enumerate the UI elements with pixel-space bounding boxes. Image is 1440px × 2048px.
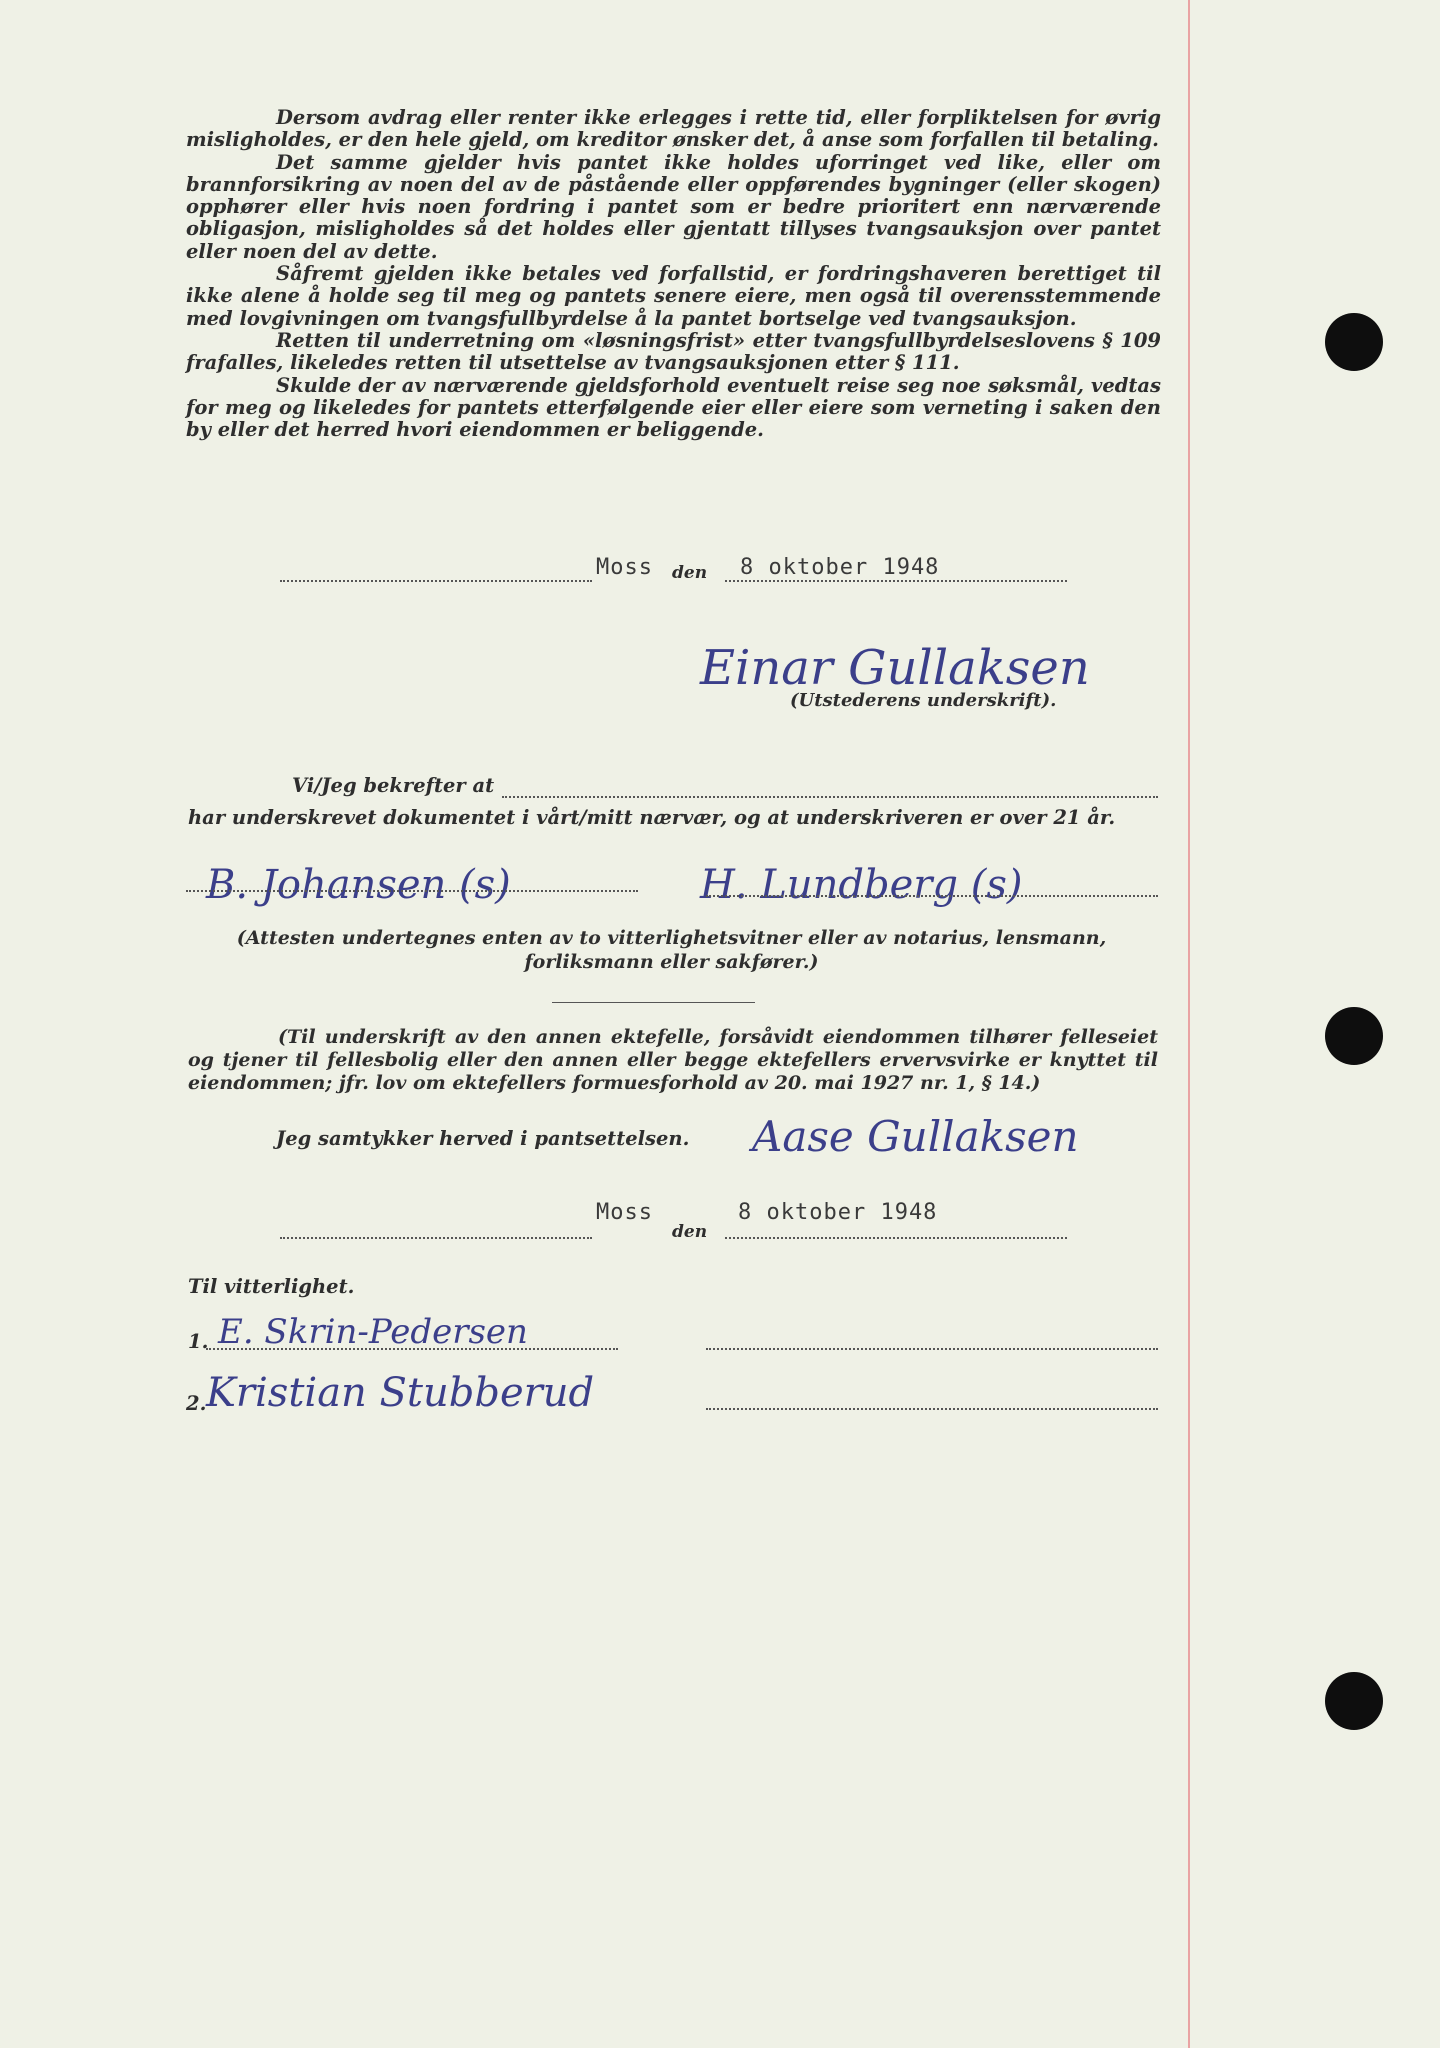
witness2-signature: H. Lundberg (s) xyxy=(700,862,1023,908)
spouse-signature: Aase Gullaksen xyxy=(752,1112,1079,1161)
punch-hole xyxy=(1325,313,1383,371)
separator-rule xyxy=(552,1002,755,1003)
paragraph: Såfremt gjelden ikke betales ved forfallstid, er fordringshaveren berettiget til ikke alene å holde seg til meg og pantets senere eiere, men også til overensstemmende med lovgivningen om tvangsfullbyrdelse å la pantet bortselge ved tvangsauksjon. xyxy=(186,262,1161,330)
attest-line2: har underskrevet dokumentet i vårt/mitt nærvær, og at underskriveren er over 21 år. xyxy=(188,806,1116,829)
paragraph: Dersom avdrag eller renter ikke erlegges i rette tid, eller forpliktelsen for øvrig misligholdes, er den hele gjeld, om kreditor ønsker det, å anse som forfallen til betaling. xyxy=(186,106,1161,152)
witness-heading: Til vitterlighet. xyxy=(188,1275,355,1298)
place-dotline xyxy=(280,580,592,582)
witness-number-2: 2. xyxy=(186,1392,207,1415)
punch-hole xyxy=(1325,1007,1383,1065)
date-dotline xyxy=(725,1237,1067,1239)
witness-signature-1: E. Skrin-Pedersen xyxy=(218,1312,528,1352)
issuer-signature: Einar Gullaksen xyxy=(700,640,1090,696)
den-label: den xyxy=(672,1222,708,1242)
attest-dotline xyxy=(502,796,1158,798)
issue-place: Moss xyxy=(596,555,653,580)
witness-dotline-2 xyxy=(706,1348,1158,1350)
witness-dotline-3 xyxy=(706,1408,1158,1410)
attest-line1: Vi/Jeg bekrefter at xyxy=(292,774,495,797)
paragraph: Skulde der av nærværende gjeldsforhold eventuelt reise seg noe søksmål, vedtas for meg og likeledes for pantets etterfølgende eier eller eiere som verneting i saken den by eller det herred hvori eiendommen er beliggende. xyxy=(186,373,1161,442)
punch-hole xyxy=(1325,1672,1383,1730)
witness1-signature: B. Johansen (s) xyxy=(206,862,511,908)
margin-rule xyxy=(1188,0,1190,2048)
witness-number-1: 1. xyxy=(188,1330,209,1353)
signature-caption: (Utstederens underskrift). xyxy=(790,690,1057,711)
den-label: den xyxy=(672,563,708,583)
consent-text: Jeg samtykker herved i pantsettelsen. xyxy=(276,1127,690,1150)
paragraph: Det samme gjelder hvis pantet ikke holdes uforringet ved like, eller om brannforsikring av noen del av de påstående eller oppførendes bygninger (eller skogen) opphører eller hvis noen fordring i pantet som er bedre prioritert enn nærværende obligasjon, misligholdes så det holdes eller gjentatt tillyses tvangsauksjon over pantet eller noen del av dette. xyxy=(186,150,1161,263)
spouse-note: (Til underskrift av den annen ektefelle, forsåvidt eiendommen tilhører felleseiet og tjener til fellesbolig eller den annen eller begge ektefellers ervervsvirke er knyttet til eiendommen; jfr. lov om ektefellers formuesforhold av 20. mai 1927 nr. 1, § 14.) xyxy=(188,1026,1158,1094)
witness-dotline-1 xyxy=(206,1348,618,1350)
attest-note: (Attesten undertegnes enten av to vitterlighetsvitner eller av notarius, lensmann, forliksmann eller sakfører.) xyxy=(236,927,1107,973)
witness-signature-2: Kristian Stubberud xyxy=(206,1370,595,1416)
issue-date: 8 oktober 1948 xyxy=(740,555,940,580)
terms-text xyxy=(186,107,1161,441)
witness2-dotline xyxy=(706,895,1158,897)
paragraph: Retten til underretning om «løsningsfrist» etter tvangsfullbyrdelseslovens § 109 frafalles, likeledes retten til utsettelse av tvangsauksjonen etter § 111. xyxy=(186,328,1161,375)
date-dotline xyxy=(725,580,1067,582)
witness1-dotline xyxy=(186,890,638,892)
spouse-place: Moss xyxy=(596,1200,653,1225)
spouse-date: 8 oktober 1948 xyxy=(738,1200,938,1225)
place-dotline xyxy=(280,1237,592,1239)
